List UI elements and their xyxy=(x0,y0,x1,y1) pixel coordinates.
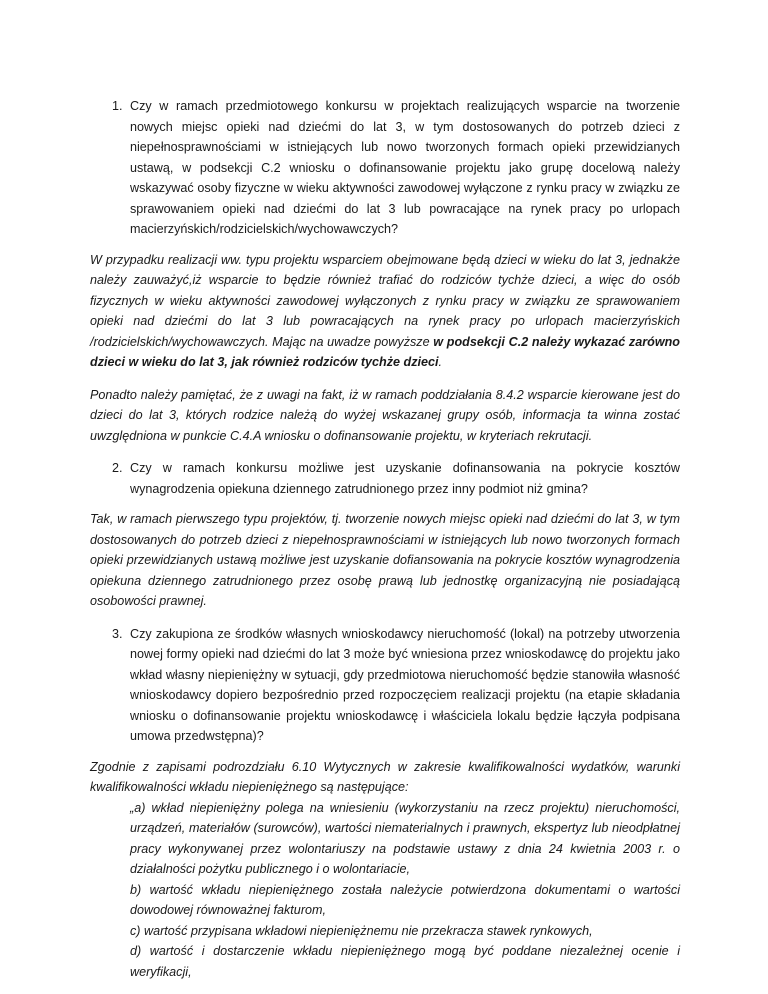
answer-2: Tak, w ramach pierwszego typu projektów, tj. tworzenie nowych miejsc opieki nad dziećmi do lat 3, w tym dostosowanych do potrzeb dzieci z niepełnosprawnościami w istniejących lub nowo tworzonych formach opieki przewidzianych ustawą możliwe jest uzyskanie dofiansowania na pokrycie kosztów wynagrodzenia opiekuna dziennego zatrudnionego przez osobę prawą lub jednostkę organizacyjną nie posiadającą osobowości prawnej. xyxy=(90,512,680,608)
question-1 xyxy=(90,96,680,240)
question-3-text: Czy zakupiona ze środków własnych wnioskodawcy nieruchomość (lokal) na potrzeby utworzenia nowej formy opieki nad dziećmi do lat 3 może być wniesiona przez wnioskodawcę do projektu jako wkład własny niepieniężny w sytuacji, gdy przedmiotowa nieruchomość będzie stanowiła własność wnioskodawcy dopiero bezpośrednio przed rozpoczęciem realizacji projektu (na etapie składania wniosku o dofinansowanie projektu wnioskodawcę i właściciela lokalu będzie łączyła podpisana umowa przedwstępna)? xyxy=(130,626,680,743)
question-2-text: Czy w ramach konkursu możliwe jest uzyskanie dofinansowania na pokrycie kosztów wynagrodzenia opiekuna dziennego zatrudnionego przez inny podmiot niż gmina? xyxy=(130,461,680,496)
document-page xyxy=(90,96,680,982)
quote-item-a: „a) wkład niepieniężny polega na wniesieniu (wykorzystaniu na rzecz projektu) nieruchomości, urządzeń, materiałów (surowców), wartości niematerialnych i prawnych, ekspertyz lub nieodpłatnej pracy wykonywanej przez wolontariuszy na podstawie ustawy z dnia 24 kwietnia 2003 r. o działalności pożytku publicznego i o wolontariacie, xyxy=(130,800,680,876)
answer-1-bold: w podsekcji C.2 należy wykazać zarówno dzieci w wieku do lat 3, jak również rodziców tychże dzieci xyxy=(90,334,680,369)
answer-1-paragraph-2: Ponadto należy pamiętać, że z uwagi na fakt, iż w ramach poddziałania 8.4.2 wsparcie kierowane jest do dzieci do lat 3, których rodzice należą do wyżej wskazanej grupy osób, informacja ta winna zostać uwzględniona w punkcie C.4.A wniosku o dofinansowanie projektu, w kryteriach rekrutacji. xyxy=(90,387,680,443)
question-1-text: Czy w ramach przedmiotowego konkursu w projektach realizujących wsparcie na tworzenie nowych miejsc opieki nad dziećmi do lat 3, w tym dostosowanych do potrzeb dzieci z niepełnosprawnościami w istniejących lub nowo tworzonych formach opieki przewidzianych ustawą, w podsekcji C.2 wniosku o dofinansowanie projektu jako grupę docelową należy wskazywać osoby fizyczne w wieku aktywności zawodowej wyłączone z rynku pracy w związku ze sprawowaniem opieki nad dziećmi do lat 3 lub powracające na rynek pracy po urlopach macierzyńskich/rodzicielskich/wychowawczych? xyxy=(130,99,680,236)
answer-3-quote xyxy=(90,798,680,983)
answer-1-text: W przypadku realizacji ww. typu projektu wsparciem obejmowane będą dzieci w wieku do lat 3, jednakże należy zauważyć,iż wsparcie to będzie również trafiać do rodziców tychże dzieci, a więc do osób fizycznych w wieku aktywności zawodowej wyłączonych z rynku pracy w związku ze sprawowaniem opieki nad dziećmi do lat 3 lub powracających na rynek pracy po urlopach macierzyńskich /rodzicielskich/wychowawczych. Mając na uwadze powyższe xyxy=(90,252,680,349)
question-3-number: 3. xyxy=(112,626,123,641)
answer-1-paragraph-1 xyxy=(90,250,680,373)
quote-item-c: c) wartość przypisana wkładowi niepieniężnemu nie przekracza stawek rynkowych, xyxy=(130,923,593,938)
question-2-number: 2. xyxy=(112,461,123,475)
question-3 xyxy=(90,624,680,747)
question-2 xyxy=(90,458,680,499)
question-1-number: 1. xyxy=(112,99,123,113)
quote-item-d: d) wartość i dostarczenie wkładu niepieniężnego mogą być poddane niezależnej ocenie i weryfikacji, xyxy=(130,944,680,979)
answer-3-intro: Zgodnie z zapisami podrozdziału 6.10 Wytycznych w zakresie kwalifikowalności wydatków, warunki kwalifikowalności wkładu niepieniężnego są następujące: xyxy=(90,759,680,794)
quote-item-b: b) wartość wkładu niepieniężnego została należycie potwierdzona dokumentami o wartości dowodowej równoważnej fakturom, xyxy=(130,882,680,917)
answer-1-end: . xyxy=(438,355,443,369)
